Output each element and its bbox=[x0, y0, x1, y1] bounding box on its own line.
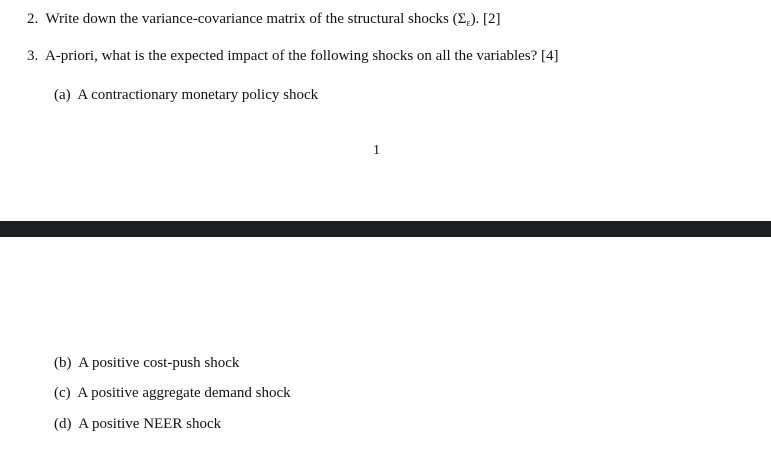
subquestion-b bbox=[54, 353, 239, 373]
sigma-subscript: ε bbox=[466, 18, 471, 29]
subquestion-c-label: (c) bbox=[54, 385, 71, 401]
question-3-number: 3. bbox=[27, 48, 39, 64]
page-number: 1 bbox=[373, 143, 380, 158]
page-break-divider bbox=[0, 221, 771, 237]
subquestion-c bbox=[54, 383, 291, 403]
subquestion-b-text: A positive cost-push shock bbox=[78, 355, 240, 371]
subquestion-d bbox=[54, 414, 221, 434]
subquestion-d-text: A positive NEER shock bbox=[78, 416, 222, 432]
question-2-text-after: ). [2] bbox=[470, 11, 501, 27]
subquestion-a bbox=[54, 85, 318, 105]
subquestion-c-text: A positive aggregate demand shock bbox=[77, 385, 291, 401]
question-2-text bbox=[45, 11, 500, 27]
subquestion-a-text: A contractionary monetary policy shock bbox=[77, 87, 319, 103]
question-3 bbox=[27, 46, 559, 66]
question-2-number: 2. bbox=[27, 11, 39, 27]
subquestion-a-label: (a) bbox=[54, 87, 71, 103]
subquestion-b-label: (b) bbox=[54, 355, 72, 371]
question-2 bbox=[27, 9, 501, 34]
question-3-text: A-priori, what is the expected impact of the following shocks on all the variables? [4] bbox=[44, 48, 559, 64]
subquestion-d-label: (d) bbox=[54, 416, 72, 432]
question-2-text-before: Write down the variance-covariance matrix of the structural shocks (Σ bbox=[45, 11, 467, 27]
